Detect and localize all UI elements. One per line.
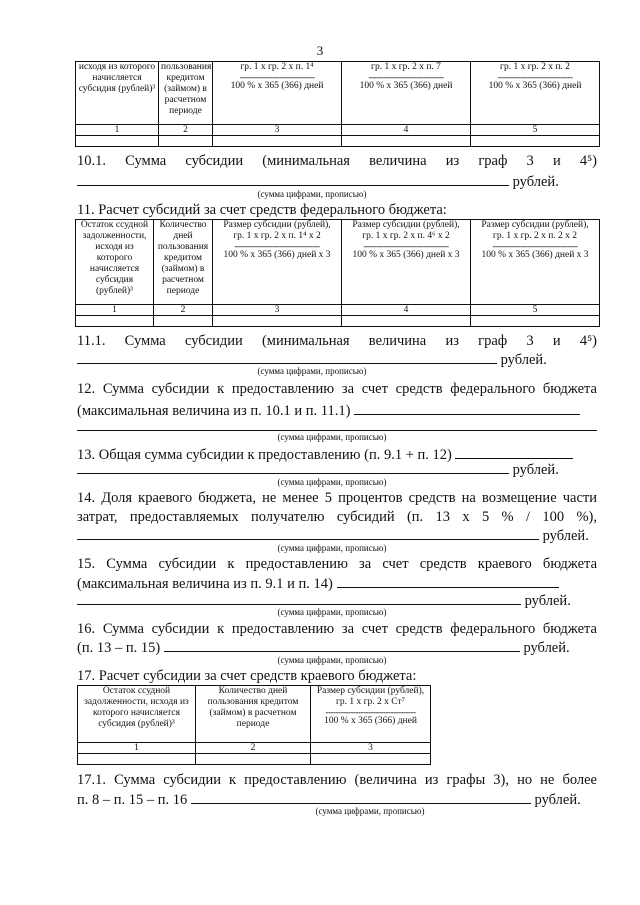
formula-numerator: гр. 1 х гр. 2 х Ст⁷ — [336, 697, 405, 707]
column-heading: Размер субсидии (рублей), — [352, 220, 460, 230]
item-17-1-text: п. 8 – п. 15 – п. 16 — [77, 792, 188, 808]
formula-numerator: гр. 1 х гр. 2 х п. 2 х 2 — [492, 231, 578, 241]
rubles-label: рублей. — [512, 174, 559, 190]
item-12-line2 — [77, 400, 597, 421]
item-11-1-line1: 11.1. Сумма субсидии (минимальная величина из граф 3 и 4⁵) — [77, 333, 597, 349]
item-16-line1: 16. Сумма субсидии к предоставлению за счет средств федерального бюджета — [77, 621, 597, 637]
amount-field-continued[interactable] — [77, 430, 597, 431]
federal-subsidy-table — [75, 219, 600, 327]
formula-denominator: 100 % х 365 (366) дней — [488, 81, 582, 91]
table-cell[interactable] — [76, 316, 154, 327]
table-cell[interactable] — [213, 136, 342, 147]
table2-header-2: Количество дней пользования кредитом (займом) в расчетном периоде — [154, 220, 213, 305]
subsidy-table-continued — [75, 61, 600, 147]
column-number: 1 — [78, 743, 196, 754]
table1-formula-5 — [471, 62, 600, 125]
amount-field[interactable] — [77, 525, 539, 540]
amount-field[interactable] — [354, 400, 580, 415]
amount-caption: (сумма цифрами, прописью) — [257, 189, 367, 199]
formula-divider: ------------------------------ — [239, 72, 315, 82]
rubles-label: рублей. — [534, 792, 581, 808]
amount-caption: (сумма цифрами, прописью) — [277, 432, 387, 442]
item-13-text: 13. Общая сумма субсидии к предоставлению (п. 9.1 + п. 12) — [77, 447, 452, 463]
table2-formula-3 — [213, 220, 342, 305]
formula-denominator: 100 % х 365 (366) дней — [230, 81, 324, 91]
amount-caption: (сумма цифрами, прописью) — [277, 543, 387, 553]
formula-divider: ---------------------------------- — [363, 241, 449, 251]
item-16-text: (п. 13 – п. 15) — [77, 640, 161, 656]
item-15-line1: 15. Сумма субсидии к предоставлению за счет средств краевого бюджета — [77, 556, 597, 572]
amount-field[interactable] — [77, 171, 509, 186]
table-cell[interactable] — [342, 136, 471, 147]
table3-formula-3 — [311, 686, 431, 743]
table-cell[interactable] — [471, 316, 600, 327]
item-11-title: 11. Расчет субсидий за счет средств федерального бюджета: — [77, 202, 447, 218]
rubles-label: рублей. — [512, 462, 559, 478]
column-number: 1 — [76, 125, 159, 136]
amount-caption: (сумма цифрами, прописью) — [277, 607, 387, 617]
column-number: 1 — [76, 305, 154, 316]
table-cell[interactable] — [154, 316, 213, 327]
column-heading: Размер субсидии (рублей), — [316, 686, 425, 696]
formula-denominator: 100 % х 365 (366) дней х 3 — [352, 250, 460, 260]
table1-header-2: пользования кредитом (займом) в расчетном периоде — [159, 62, 213, 125]
column-number: 3 — [213, 305, 342, 316]
table-cell[interactable] — [311, 754, 431, 765]
formula-divider: ------------------------------ — [368, 72, 444, 82]
column-number: 2 — [154, 305, 213, 316]
formula-numerator: гр. 1 х гр. 2 х п. 2 — [500, 62, 570, 72]
amount-field[interactable] — [337, 573, 559, 588]
item-12-text: (максимальная величина из п. 10.1 и п. 11.1) — [77, 403, 351, 419]
formula-divider: ---------------------------------- — [234, 241, 320, 251]
amount-caption: (сумма цифрами, прописью) — [277, 655, 387, 665]
table1-formula-3 — [213, 62, 342, 125]
amount-caption: (сумма цифрами, прописью) — [257, 366, 367, 376]
formula-numerator: гр. 1 х гр. 2 х п. 4⁶ х 2 — [362, 231, 450, 241]
rubles-label: рублей. — [500, 352, 547, 368]
column-number: 3 — [311, 743, 431, 754]
table-cell[interactable] — [196, 754, 311, 765]
item-17-title: 17. Расчет субсидии за счет средств краевого бюджета: — [77, 668, 417, 684]
column-number: 4 — [342, 125, 471, 136]
item-14-line2: затрат, предоставляемых получателю субсидий (п. 13 х 5 % / 100 %), — [77, 509, 597, 525]
column-number: 5 — [471, 125, 600, 136]
rubles-label: рублей. — [542, 528, 589, 544]
item-17-1-line1: 17.1. Сумма субсидии к предоставлению (величина из графы 3), но не более — [77, 772, 597, 788]
formula-numerator: гр. 1 х гр. 2 х п. 1⁴ х 2 — [233, 231, 321, 241]
formula-divider: ------------------------------ — [497, 72, 573, 82]
column-number: 2 — [196, 743, 311, 754]
table1-formula-4 — [342, 62, 471, 125]
column-number: 2 — [159, 125, 213, 136]
table2-header-1: Остаток ссудной задолженности, исходя из которого начисляется субсидия (рублей)³ — [76, 220, 154, 305]
amount-caption: (сумма цифрами, прописью) — [315, 806, 425, 816]
column-number: 4 — [342, 305, 471, 316]
table2-formula-5 — [471, 220, 600, 305]
amount-caption: (сумма цифрами, прописью) — [277, 477, 387, 487]
column-number: 5 — [471, 305, 600, 316]
rubles-label: рублей. — [523, 640, 570, 656]
column-number: 3 — [213, 125, 342, 136]
regional-subsidy-table — [77, 685, 431, 765]
formula-divider: ---------------------------------- — [492, 241, 578, 251]
table2-formula-4 — [342, 220, 471, 305]
item-12-line1: 12. Сумма субсидии к предоставлению за счет средств федерального бюджета — [77, 381, 597, 397]
item-15-text: (максимальная величина из п. 9.1 и п. 14) — [77, 576, 333, 592]
formula-numerator: гр. 1 х гр. 2 х п. 1⁴ — [240, 62, 314, 72]
table3-header-1: Остаток ссудной задолженности, исходя из которого начисляется субсидия (рублей)³ — [78, 686, 196, 743]
amount-field[interactable] — [191, 789, 531, 804]
formula-numerator: гр. 1 х гр. 2 х п. 7 — [371, 62, 441, 72]
table-cell[interactable] — [78, 754, 196, 765]
formula-denominator: 100 % х 365 (366) дней х 3 — [223, 250, 331, 260]
table-cell[interactable] — [159, 136, 213, 147]
column-heading: Размер субсидии (рублей), — [481, 220, 589, 230]
item-14-line1: 14. Доля краевого бюджета, не менее 5 процентов средств на возмещение части — [77, 490, 597, 506]
table-cell[interactable] — [213, 316, 342, 327]
amount-field[interactable] — [77, 349, 497, 364]
formula-denominator: 100 % х 365 (366) дней — [324, 716, 417, 726]
amount-field[interactable] — [455, 444, 573, 459]
rubles-label: рублей. — [524, 593, 571, 609]
amount-field-continued[interactable] — [77, 590, 521, 605]
table1-header-1: исходя из которого начисляется субсидия (рублей)³ — [76, 62, 159, 125]
page-number: 3 — [316, 43, 324, 58]
table-cell[interactable] — [76, 136, 159, 147]
item-10-1-line1: 10.1. Сумма субсидии (минимальная величина из граф 3 и 4⁵) — [77, 153, 597, 169]
formula-divider: ------------------------------------ — [325, 707, 416, 717]
amount-field[interactable] — [164, 637, 520, 652]
amount-field-continued[interactable] — [77, 459, 509, 474]
column-heading: Размер субсидии (рублей), — [223, 220, 331, 230]
formula-denominator: 100 % х 365 (366) дней — [359, 81, 453, 91]
table3-header-2: Количество дней пользования кредитом (займом) в расчетном периоде — [196, 686, 311, 743]
table-cell[interactable] — [471, 136, 600, 147]
table-cell[interactable] — [342, 316, 471, 327]
formula-denominator: 100 % х 365 (366) дней х 3 — [481, 250, 589, 260]
